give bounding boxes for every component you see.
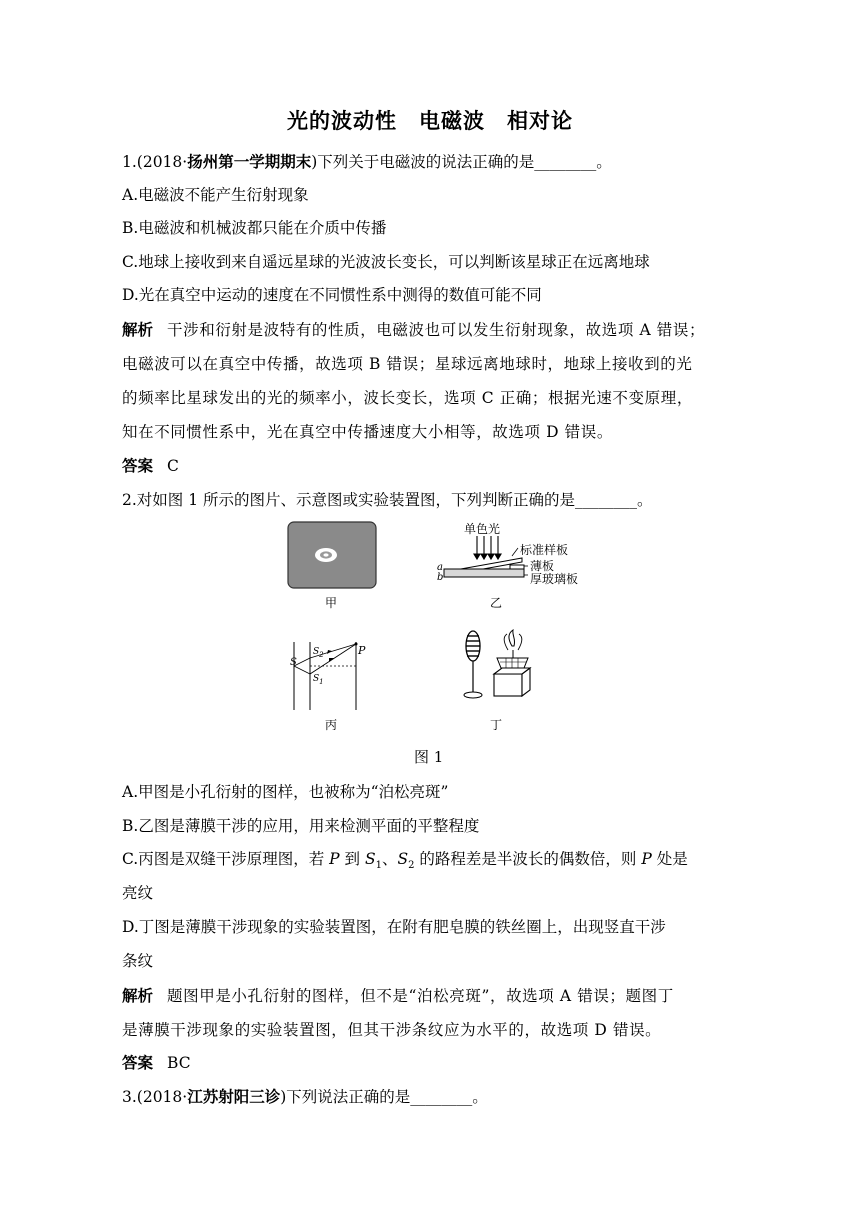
figure-bing-label: 丙 [325, 718, 338, 732]
q1-analysis-label: 解析 [122, 321, 154, 339]
page-title: 光的波动性 电磁波 相对论 [287, 109, 573, 133]
q2-analysis-line-1: 解析 题图甲是小孔衍射的图样，但不是“泊松亮斑”，故选项 A 错误；题图丁 [122, 987, 674, 1005]
slit-s1-label: $S_1$ [313, 674, 324, 686]
q2-analysis-label: 解析 [122, 987, 154, 1005]
source-s-label: S [290, 657, 297, 668]
q1-analysis-line-2: 电磁波可以在真空中传播，故选项 B 错误；星球远离地球时，地球上接收到的光 [122, 355, 693, 373]
q1-stem-end: )下列关于电磁波的说法正确的是________。 [311, 153, 612, 171]
q1-analysis-line-4: 知在不同惯性系中，光在真空中传播速度大小相等，故选项 D 错误。 [122, 423, 613, 441]
standard-plate-label: 标准样板 [520, 543, 569, 557]
q1-option-d: D.光在真空中运动的速度在不同惯性系中测得的数值可能不同 [122, 286, 542, 304]
q1-number: 1.(2018· [122, 153, 188, 171]
point-p-label: P [358, 644, 366, 657]
slit-s2-label: $S_2$ [313, 647, 324, 659]
point-b-label: b [437, 572, 444, 583]
q1-stem [122, 151, 612, 173]
q3-stem [122, 1086, 488, 1108]
q1-analysis-line-1: 解析 干涉和衍射是波特有的性质，电磁波也可以发生衍射现象，故选项 A 错误； [122, 321, 706, 339]
figure-ding-soap-film-apparatus [456, 628, 534, 700]
q2-answer [122, 1052, 191, 1074]
q2-option-b: B.乙图是薄膜干涉的应用，用来检测平面的平整程度 [122, 817, 480, 835]
q2-option-d: D.丁图是薄膜干涉现象的实验装置图，在附有肥皂膜的铁丝圈上，出现竖直干涉 [122, 918, 666, 936]
figure-caption: 图 1 [414, 748, 444, 766]
thick-glass-label: 厚玻璃板 [530, 572, 579, 586]
figure-jia-diffraction-pattern [287, 521, 377, 589]
q2-stem: 2.对如图 1 所示的图片、示意图或实验装置图，下列判断正确的是________。 [122, 491, 653, 509]
q2-answer-label: 答案 [122, 1054, 154, 1072]
q1-option-a: A.电磁波不能产生衍射现象 [122, 186, 309, 204]
figure-jia-label: 甲 [325, 596, 338, 610]
q1-analysis-line-3: 的频率比星球发出的光的频率小，波长变长，选项 C 正确；根据光速不变原理， [122, 389, 693, 407]
q2-option-d-continued: 条纹 [122, 952, 154, 970]
q2-analysis-line-2: 是薄膜干涉现象的实验装置图，但其干涉条纹应为水平的，故选项 D 错误。 [122, 1021, 662, 1039]
q2-option-c-continued: 亮纹 [122, 884, 154, 902]
q3-stem-end: )下列说法正确的是________。 [280, 1088, 488, 1106]
thin-plate-label: 薄板 [530, 559, 555, 573]
point-a-label: a [437, 562, 443, 573]
q1-option-c: C.地球上接收到来自遥远星球的光波波长变长，可以判断该星球正在远离地球 [122, 253, 650, 271]
q1-answer [122, 455, 179, 477]
q2-answer-value: BC [167, 1054, 191, 1072]
figure-yi-label: 乙 [490, 596, 503, 610]
q1-option-b: B.电磁波和机械波都只能在介质中传播 [122, 219, 387, 237]
q3-number: 3.(2018· [122, 1088, 188, 1106]
q1-answer-label: 答案 [122, 457, 154, 475]
figure-ding-label: 丁 [490, 718, 503, 732]
q2-option-c: C.丙图是双缝干涉原理图，若 P 到 $S_1$、$S_2$ 的路程差是半波长的偶数倍，则 P 处是 [122, 850, 688, 872]
mono-light-label: 单色光 [464, 522, 501, 536]
q3-source: 江苏射阳三诊 [187, 1088, 281, 1106]
q2-option-a: A.甲图是小孔衍射的图样，也被称为“泊松亮斑” [122, 783, 449, 801]
q1-answer-value: C [167, 457, 179, 475]
q1-source: 扬州第一学期期末 [187, 153, 312, 171]
